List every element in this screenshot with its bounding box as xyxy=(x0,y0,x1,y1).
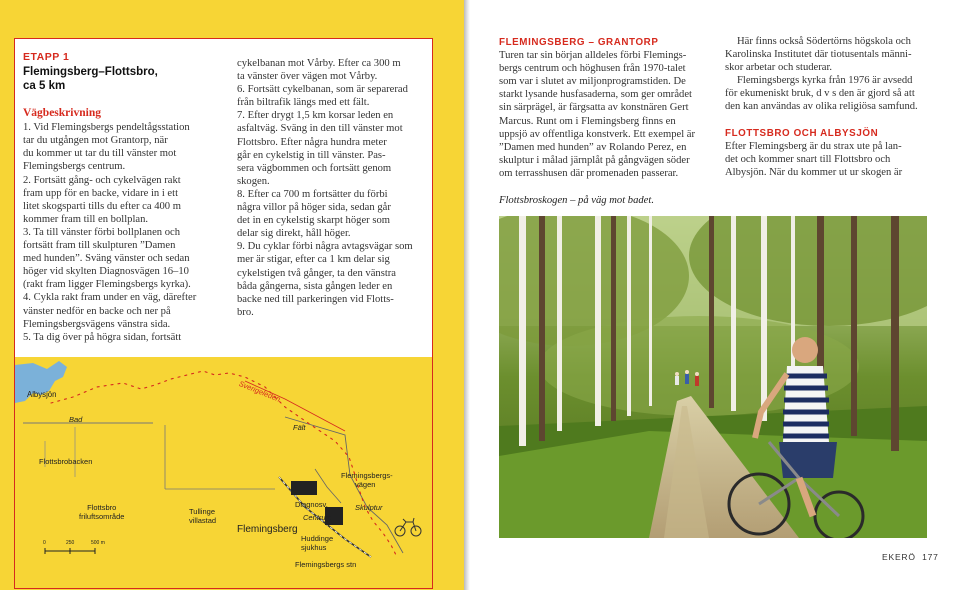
body-text-line: skulptur i målad järnplåt på gångvägen söder xyxy=(499,154,690,166)
route-step-line: 4. Cykla rakt fram under en väg, därefter xyxy=(23,292,197,304)
map-label-flottsbro-area-line-1: Flottsbro xyxy=(87,503,117,512)
route-step-line: med hunden”. Sväng vänster och sedan xyxy=(23,253,190,265)
route-step-line: fram upp för en backe, vidare in i ett xyxy=(23,187,179,199)
map-label-flemingsbergsvagen-line-1: Flemingsbergs- xyxy=(341,471,393,480)
page-folio xyxy=(882,552,939,562)
route-step-line: fortsätt fram till skulpturen ”Damen xyxy=(23,240,176,252)
right-page xyxy=(470,0,959,590)
diagnosvagen-road xyxy=(315,469,341,503)
route-steps-part-2 xyxy=(237,57,427,319)
route-step-line: båda gångerna, sista gången leder en xyxy=(237,280,393,292)
route-step-line: (rakt fram ligger Flemingsbergs kyrka). xyxy=(23,279,191,291)
scale-label-250: 250 xyxy=(66,540,75,546)
route-steps-part-1 xyxy=(23,121,213,344)
route-step-line: cykelbanan mot Vårby. Efter ca 300 m xyxy=(237,58,401,69)
map-label-station: Flemingsbergs stn xyxy=(295,560,357,569)
flottsbro-paragraph xyxy=(725,140,947,179)
route-step-line: går en cykelstig in till vänster. Pas- xyxy=(237,149,386,161)
body-text-line: det och kommer snart till Flottsbro och xyxy=(725,153,891,165)
route-step-line: backe ned till parkeringen vid Flotts- xyxy=(237,293,394,305)
map-label-huddinge-line-2: sjukhus xyxy=(301,543,327,552)
route-step-line: kommer fram till en bollplan. xyxy=(23,213,149,225)
route-step-line: cykelstigen två gånger, ta den vänstra xyxy=(237,267,397,279)
map-label-flemingsberg: Flemingsberg xyxy=(237,524,298,535)
route-step-line: delar sig direkt, håll höger. xyxy=(237,228,351,240)
section-heading-flottsbro-albysjon: FLOTTSBRO OCH ALBYSJÖN xyxy=(725,127,879,139)
forest-cycling-illustration xyxy=(499,216,927,538)
body-text-line: den kan användas av olika religiösa samfund. xyxy=(725,101,918,113)
route-step-line: skogen. xyxy=(237,175,270,187)
map-label-sverigeleden: Sverigeleden xyxy=(237,379,282,404)
centrum-buildings xyxy=(291,481,317,495)
route-step-line: Flemingsbergs centrum. xyxy=(23,161,126,173)
body-text-line: Karolinska Institutet där tiotusentals männi- xyxy=(725,49,912,61)
body-text-line: Efter Flemingsberg är du strax ute på lan- xyxy=(725,140,902,152)
route-step-line: Flottsbro. Efter några hundra meter xyxy=(237,136,387,148)
route-step-line: du kommer ut tar du till vänster mot xyxy=(23,148,177,160)
map-label-huddinge-sjukhus xyxy=(301,534,333,552)
route-step-line: 2. Fortsätt gång- och cykelvägen rakt xyxy=(23,174,181,186)
route-step-line: 3. Ta till vänster förbi bollplanen och xyxy=(23,226,181,238)
description-heading: Vägbeskrivning xyxy=(23,107,101,120)
route-step-line: Flemingsbergsvägens vänstra sida. xyxy=(23,318,171,330)
body-text-line: Här finns också Södertörns högskola och xyxy=(737,36,911,47)
body-text-line: om terrasshusen där promenaden passerar. xyxy=(499,167,679,179)
route-step-line: 8. Efter ca 700 m fortsätter du förbi xyxy=(237,188,388,200)
route-step-line: bro. xyxy=(237,306,254,318)
body-text-line: Marcus. Runt om i Flemingsberg finns en xyxy=(499,115,676,127)
map-label-tullinge xyxy=(189,507,216,525)
map-label-flottsbrobacken: Flottsbrobacken xyxy=(39,457,93,466)
route-step-line: det in en cykelstig skarpt höger som xyxy=(237,215,390,227)
route-step-line: 5. Ta dig över på högra sidan, fortsätt xyxy=(23,331,182,343)
map-label-centrum: Centrum xyxy=(303,513,332,522)
scale-label-0: 0 xyxy=(43,540,46,546)
body-text-line: Albysjön. När du kommer ut ur skogen är xyxy=(725,166,903,178)
route-step-line: asfaltväg. Sväng in den till vänster mot xyxy=(237,123,403,135)
map-label-flottsbro-area-line-2: friluftsområde xyxy=(79,512,125,521)
minor-road xyxy=(45,427,75,477)
photo-caption: Flottsbroskogen – på väg mot badet. xyxy=(499,195,654,206)
body-text-line: för ekumeniskt bruk, d v s den är gjord så att xyxy=(725,88,915,100)
scale-bar xyxy=(45,548,95,554)
map-label-flottsbro-area xyxy=(79,503,124,521)
page-number: 177 xyxy=(922,552,939,562)
road-tullinge xyxy=(165,425,275,489)
flemingsberg-grantorp-text xyxy=(499,49,721,180)
body-text-line: Flemingsbergs kyrka från 1976 är avsedd xyxy=(737,75,913,87)
scale-label-500: 500 m xyxy=(91,540,105,546)
route-step-line: 1. Vid Flemingsbergs pendeltågsstation xyxy=(23,122,190,134)
route-map xyxy=(15,357,432,588)
route-column-2 xyxy=(237,57,427,319)
body-text-line: bergs centrum och höghusen från 1970-talet xyxy=(499,63,686,75)
left-page xyxy=(0,0,464,590)
church-paragraph xyxy=(725,74,947,113)
map-label-tullinge-line-2: villastad xyxy=(189,516,217,525)
map-label-falt: Fält xyxy=(293,423,306,432)
bike-route xyxy=(51,371,397,557)
route-step-line: mer är stigar, efter ca 1 km delar sig xyxy=(237,254,390,266)
map-label-huddinge-line-1: Huddinge xyxy=(301,534,334,543)
route-column-1 xyxy=(23,51,213,344)
map-label-flemingsbergsvagen xyxy=(341,471,393,489)
body-text-line: skor arbetar och studerar. xyxy=(725,62,833,74)
text-column-1 xyxy=(499,35,721,180)
body-text-line: uppsjö av offentliga konstverk. Ett exempel är xyxy=(499,128,696,140)
route-title-line-2: ca 5 km xyxy=(23,79,66,92)
route-step-line: ta vänster över vägen mot Vårby. xyxy=(237,71,378,83)
body-text-line: sin särprägel, är färgsatta av konstnären Gert xyxy=(499,102,689,114)
body-text-line: starkt lysande husfasaderna, som ger området xyxy=(499,89,692,101)
route-step-line: höger vid skylten Diagnosvägen 16–10 xyxy=(23,266,189,278)
route-step-line: 9. Du cyklar förbi några avtagsvägar som xyxy=(237,241,413,253)
map-label-flemingsbergsvagen-line-2: vägen xyxy=(355,480,376,489)
route-step-line: 6. Fortsätt cykelbanan, som är separerad xyxy=(237,84,408,96)
text-column-2 xyxy=(725,35,947,179)
route-step-line: vänster nedför en backe och ner på xyxy=(23,305,171,317)
route-box xyxy=(14,38,433,589)
route-step-line: några villor på höger sida, sedan går xyxy=(237,202,391,214)
map-label-tullinge-line-1: Tullinge xyxy=(189,507,215,516)
route-title xyxy=(23,66,213,93)
route-step-line: sera vägbommen och fortsätt genom xyxy=(237,162,392,174)
forest-cycling-photo xyxy=(499,216,927,538)
route-step-line: litet skogsparti tills du efter ca 400 m xyxy=(23,200,181,212)
map-label-skulptur: Skulptur xyxy=(355,503,383,512)
etapp-label: ETAPP 1 xyxy=(23,51,70,63)
body-text-line: ”Damen med hunden” av Rolando Perez, en xyxy=(499,141,687,153)
route-step-line: 7. Efter drygt 1,5 km korsar leden en xyxy=(237,110,394,122)
map-label-diagnosv: Diagnosv. xyxy=(295,500,328,509)
section-heading-flemingsberg-grantorp: FLEMINGSBERG – GRANTORP xyxy=(499,37,659,48)
body-text-line: Turen tar sin början alldeles förbi Flemings- xyxy=(499,50,687,62)
map-label-albysjon: Albysjön xyxy=(27,390,57,399)
body-text-line: som var i slutet av miljonprogramstiden. De xyxy=(499,76,686,88)
route-step-line: tar du utgången mot Grantorp, när xyxy=(23,135,168,147)
folio-section: EKERÖ xyxy=(882,552,916,562)
route-title-line-1: Flemingsberg–Flottsbro, xyxy=(23,66,158,79)
university-paragraph xyxy=(725,35,947,74)
route-step-line: från biltrafik längs med ett fält. xyxy=(237,97,370,109)
map-label-bad: Bad xyxy=(69,415,83,424)
bicycle-icon xyxy=(395,518,421,536)
